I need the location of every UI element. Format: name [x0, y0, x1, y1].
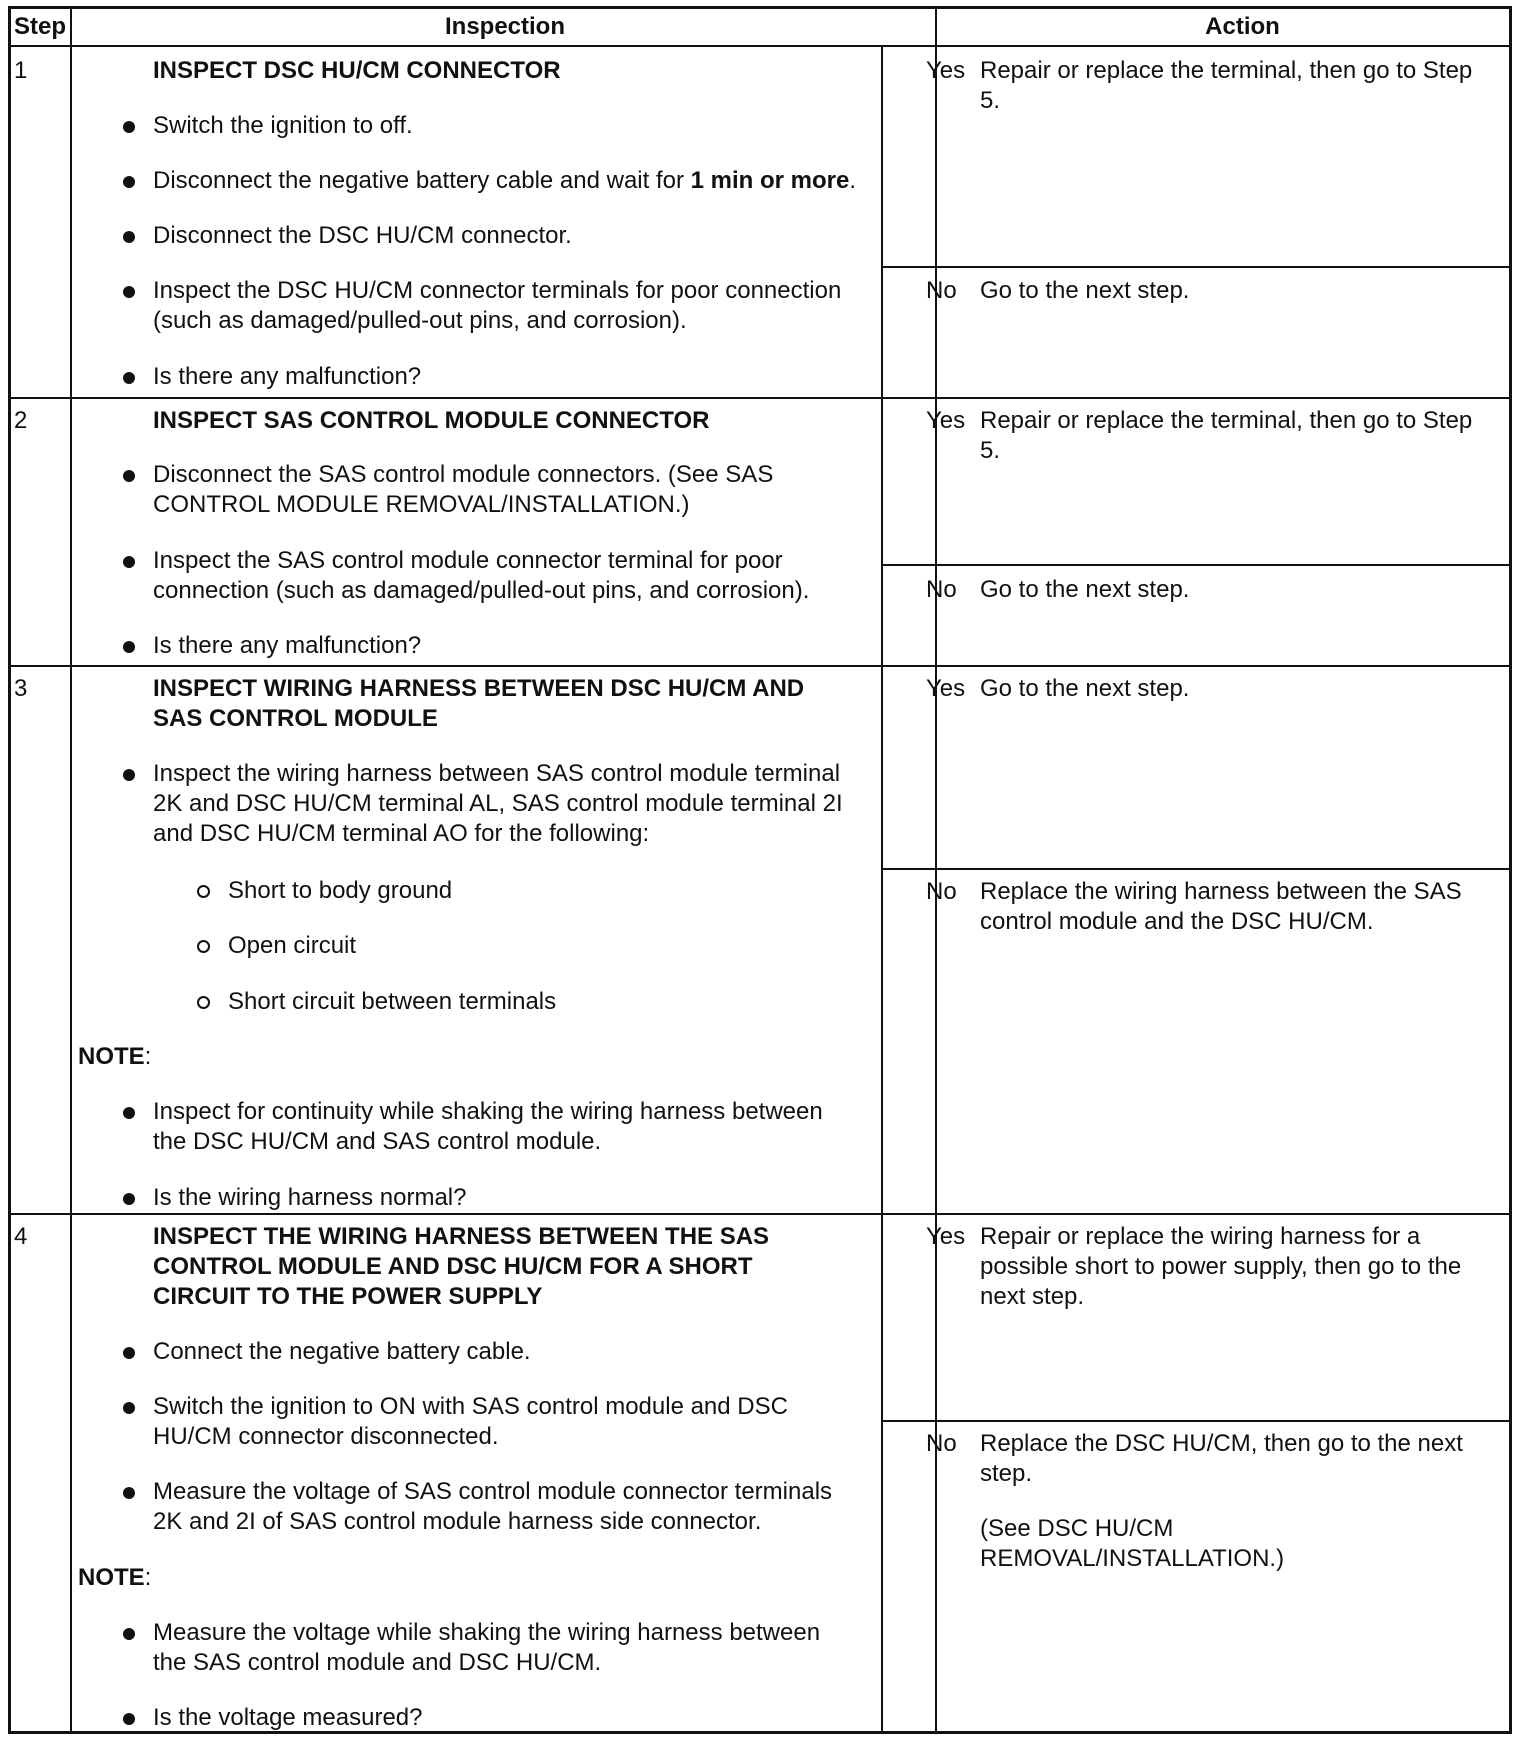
bullet-icon — [123, 641, 135, 653]
action-text: 5. — [980, 87, 1001, 114]
result-yes: Yes — [926, 675, 966, 702]
action-text: next step. — [980, 1283, 1085, 1310]
yes-no-divider-1 — [881, 266, 1509, 268]
inspection-item — [153, 166, 856, 196]
bullet-icon — [123, 556, 135, 568]
col-divider-step — [70, 9, 72, 1731]
action-text: control module and the DSC HU/CM. — [980, 908, 1374, 935]
inspection-item-line: Inspect the SAS control module connector terminal for poor — [153, 547, 783, 574]
inspection-item-line: 2K and DSC HU/CM terminal AL, SAS control module terminal 2I — [153, 790, 843, 817]
bullet-icon — [123, 1713, 135, 1725]
inspection-item-line: and DSC HU/CM terminal AO for the following: — [153, 820, 650, 847]
header-divider — [11, 45, 1509, 47]
inspection-item-line: the SAS control module and DSC HU/CM. — [153, 1649, 602, 1676]
inspection-item-line: Inspect the wiring harness between SAS control module terminal — [153, 760, 841, 787]
result-no: No — [926, 1430, 957, 1457]
note-label — [78, 1563, 151, 1593]
action-text: 5. — [980, 437, 1001, 464]
inspection-item-line: the DSC HU/CM and SAS control module. — [153, 1128, 602, 1155]
result-yes: Yes — [926, 57, 966, 84]
inspection-question: Is there any malfunction? — [153, 363, 422, 390]
inspection-item-line: connection (such as damaged/pulled-out pins, and corrosion). — [153, 577, 810, 604]
row-divider-1 — [11, 397, 1509, 399]
bullet-icon — [123, 1107, 135, 1119]
inspection-question: Is there any malfunction? — [153, 632, 422, 659]
action-text: Replace the DSC HU/CM, then go to the next — [980, 1430, 1463, 1457]
result-yes: Yes — [926, 1223, 966, 1250]
result-no: No — [926, 277, 957, 304]
inspection-item-line: Inspect for continuity while shaking the wiring harness between — [153, 1098, 823, 1125]
action-text: Go to the next step. — [980, 576, 1190, 603]
sub-bullet-icon — [197, 940, 210, 953]
step-title-line: INSPECT WIRING HARNESS BETWEEN DSC HU/CM AND — [153, 675, 805, 702]
col-divider-result — [881, 47, 883, 1731]
row-divider-3 — [11, 1213, 1509, 1215]
result-yes: Yes — [926, 407, 966, 434]
row-divider-2 — [11, 665, 1509, 667]
yes-no-divider-4 — [881, 1420, 1509, 1422]
bullet-icon — [123, 286, 135, 298]
bullet-icon — [123, 1402, 135, 1414]
bullet-icon — [123, 1347, 135, 1359]
step-title-line: CIRCUIT TO THE POWER SUPPLY — [153, 1283, 543, 1310]
action-text: Repair or replace the terminal, then go to Step — [980, 407, 1473, 434]
action-text: Go to the next step. — [980, 675, 1190, 702]
bullet-icon — [123, 470, 135, 482]
header-step: Step — [13, 13, 66, 40]
result-no: No — [926, 878, 957, 905]
inspection-item-line: Measure the voltage of SAS control module connector terminals — [153, 1478, 833, 1505]
step-title-line: INSPECT THE WIRING HARNESS BETWEEN THE SAS — [153, 1223, 770, 1250]
step-number: 1 — [14, 57, 28, 84]
inspection-question: Is the voltage measured? — [153, 1704, 423, 1731]
inspection-item-line: (such as damaged/pulled-out pins, and corrosion). — [153, 307, 687, 334]
action-text: step. — [980, 1460, 1033, 1487]
inspection-table — [8, 6, 1512, 1734]
bullet-icon — [123, 121, 135, 133]
inspection-item: Disconnect the DSC HU/CM connector. — [153, 222, 572, 249]
action-text: Repair or replace the wiring harness for a — [980, 1223, 1421, 1250]
action-text: possible short to power supply, then go to the — [980, 1253, 1462, 1280]
inspection-question: Is the wiring harness normal? — [153, 1184, 467, 1211]
action-text: REMOVAL/INSTALLATION.) — [980, 1545, 1285, 1572]
inspection-item-line: Inspect the DSC HU/CM connector terminals for poor connection — [153, 277, 842, 304]
inspection-subitem: Short circuit between terminals — [228, 988, 557, 1015]
result-no: No — [926, 576, 957, 603]
inspection-subitem: Short to body ground — [228, 877, 453, 904]
bullet-icon — [123, 1487, 135, 1499]
bullet-icon — [123, 769, 135, 781]
inspection-item-line: 2K and 2I of SAS control module harness side connector. — [153, 1508, 762, 1535]
inspection-item-line: Switch the ignition to ON with SAS control module and DSC — [153, 1393, 788, 1420]
note-label-colon: : — [144, 1564, 152, 1591]
action-text: (See DSC HU/CM — [980, 1515, 1174, 1542]
inspection-item: Switch the ignition to off. — [153, 112, 413, 139]
note-label-colon: : — [144, 1043, 152, 1070]
action-text: Replace the wiring harness between the SAS — [980, 878, 1462, 905]
note-label-text: NOTE — [78, 1043, 145, 1070]
yes-no-divider-3 — [881, 868, 1509, 870]
action-text: Repair or replace the terminal, then go to Step — [980, 57, 1473, 84]
step-title: INSPECT DSC HU/CM CONNECTOR — [153, 57, 561, 84]
bullet-icon — [123, 1193, 135, 1205]
bullet-icon — [123, 1628, 135, 1640]
header-action: Action — [1205, 13, 1280, 40]
yes-no-divider-2 — [881, 564, 1509, 566]
step-title-line: SAS CONTROL MODULE — [153, 705, 438, 732]
inspection-item-line: Measure the voltage while shaking the wiring harness between — [153, 1619, 821, 1646]
step-number: 2 — [14, 407, 28, 434]
step-number: 4 — [14, 1223, 28, 1250]
inspection-item-line: Disconnect the SAS control module connectors. (See SAS — [153, 461, 774, 488]
bullet-icon — [123, 231, 135, 243]
inspection-item-line: CONTROL MODULE REMOVAL/INSTALLATION.) — [153, 491, 690, 518]
header-inspection: Inspection — [444, 13, 565, 40]
inspection-item-text: . — [849, 167, 857, 194]
note-label-text: NOTE — [78, 1564, 145, 1591]
step-title: INSPECT SAS CONTROL MODULE CONNECTOR — [153, 407, 710, 434]
inspection-item-text: Disconnect the negative battery cable and wait for — [153, 167, 691, 194]
inspection-item-line: HU/CM connector disconnected. — [153, 1423, 499, 1450]
note-label — [78, 1042, 151, 1072]
bullet-icon — [123, 372, 135, 384]
inspection-item-emphasis: 1 min or more — [690, 167, 850, 194]
bullet-icon — [123, 176, 135, 188]
inspection-subitem: Open circuit — [228, 932, 357, 959]
step-number: 3 — [14, 675, 28, 702]
inspection-item: Connect the negative battery cable. — [153, 1338, 531, 1365]
sub-bullet-icon — [197, 996, 210, 1009]
step-title-line: CONTROL MODULE AND DSC HU/CM FOR A SHORT — [153, 1253, 753, 1280]
action-text: Go to the next step. — [980, 277, 1190, 304]
sub-bullet-icon — [197, 885, 210, 898]
